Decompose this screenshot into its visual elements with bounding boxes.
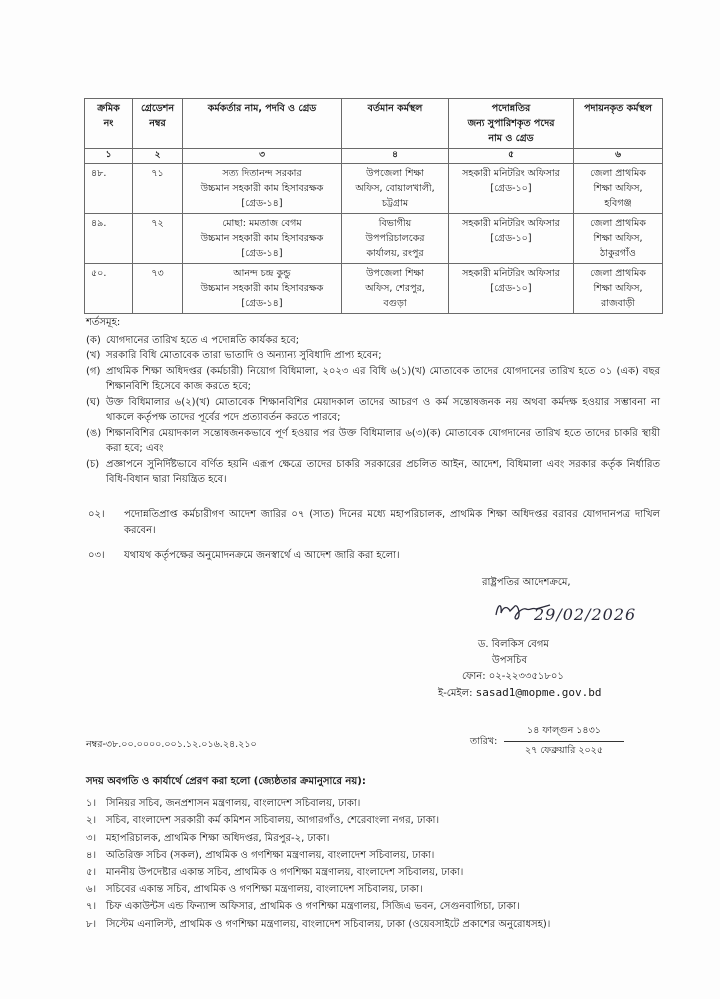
header-current-workplace: বর্তমান কর্মস্থল xyxy=(342,99,449,149)
header-name: কর্মকর্তার নাম, পদবি ও গ্রেড xyxy=(183,99,342,149)
condition-item: (চ) প্রজ্ঞাপনে সুনির্দিষ্টভাবে বর্ণিত হয়নি এরূপ ক্ষেত্রে তাদের চাকরি সরকারের প্রচলিত আইন, আদেশ, বিধিমালা এবং সরকার কর্তৃক নির্ধারিত বিধি-বিধান দ্বারা নিয়ন্ত্রিত হবে। xyxy=(86,458,660,485)
distribution-title: সদয় অবগতি ও কার্যার্থে প্রেরণ করা হলো (জ্যেষ্ঠতার ক্রমানুসারে নয়): xyxy=(86,776,366,787)
distribution-item: ৩। মহাপরিচালক, প্রাথমিক শিক্ষা অধিদপ্তর, মিরপুর-২, ঢাকা। xyxy=(86,832,330,844)
gradation-cell: ৭২ xyxy=(133,214,183,264)
distribution-list xyxy=(86,773,666,933)
header-serial: ক্রমিক নং xyxy=(85,99,133,149)
serial-cell: ৪৯. xyxy=(85,214,133,264)
officer-grade: [গ্রেড-১৪] xyxy=(241,198,283,209)
by-order-text: রাষ্ট্রপতির আদেশক্রমে, xyxy=(482,577,571,588)
paragraph-03: ০৩। যথাযথ কর্তৃপক্ষের অনুমোদনক্রমে জনস্বার্থে এ আদেশ জারি করা হলো। xyxy=(88,550,400,561)
promotion-table xyxy=(84,98,663,314)
officer-designation: উচ্চমান সহকারী কাম হিসাবরক্ষক xyxy=(200,283,324,294)
distribution-item: ৭। চিফ একাউন্টস এন্ড ফিন্যান্স অফিসার, প্রাথমিক ও গণশিক্ষা মন্ত্রণালয়, সিজিএ ভবন, সেগুনবাগিচা, ঢাকা। xyxy=(86,901,520,913)
officer-designation: উচ্চমান সহকারী কাম হিসাবরক্ষক xyxy=(200,183,324,194)
memo-date: তারিখ: ১৪ ফাল্গুন ১৪৩১ ২৭ ফেব্রুয়ারি ২০২৫ xyxy=(470,724,660,760)
table-row xyxy=(85,264,663,314)
header-gradation: গ্রেডেশন নম্বর xyxy=(133,99,183,149)
posted-workplace-cell: জেলা প্রাথমিক শিক্ষা অফিস, হবিগঞ্জ xyxy=(574,164,663,214)
signatory-name: ড. বিলকিস বেগম xyxy=(478,639,549,650)
current-workplace-cell: উপজেলা শিক্ষা অফিস, শেরপুর, বগুড়া xyxy=(342,264,449,314)
officer-name: সত্য দিতানন্দ সরকার xyxy=(222,168,302,179)
memo-number: নম্বর-৩৮.০০.০০০০.০০১.১২.০১৬.২৪.২১০ xyxy=(86,739,257,750)
name-cell xyxy=(183,214,342,264)
recommended-post-cell: সহকারী মনিটরিং অফিসার [গ্রেড-১০] xyxy=(449,264,574,314)
gradation-cell: ৭৩ xyxy=(133,264,183,314)
distribution-item: ৪। অতিরিক্ত সচিব (সকল), প্রাথমিক ও গণশিক্ষা মন্ত্রণালয়, বাংলাদেশ সচিবালয়, ঢাকা। xyxy=(86,849,435,861)
recommended-post-cell: সহকারী মনিটরিং অফিসার [গ্রেড-১০] xyxy=(449,164,574,214)
condition-item: (খ) সরকারি বিধি মোতাবেক তারা ভাতাদি ও অন্যান্য সুবিধাদি প্রাপ্য হবেন; xyxy=(86,350,382,361)
table-header-row xyxy=(85,99,663,149)
officer-grade: [গ্রেড-১৪] xyxy=(241,248,283,259)
officer-name: মোছা: মমতাজ বেগম xyxy=(222,218,302,229)
posted-workplace-cell: জেলা প্রাথমিক শিক্ষা অফিস, ঠাকুরগাঁও xyxy=(574,214,663,264)
condition-item: (ঙ) শিক্ষানবিশির মেয়াদকাল সন্তোষজনকভাবে পূর্ণ হওয়ার পর উক্ত বিধিমালার ৬(৩)(ক) মোতাবেক যোগদানের তারিখ হতে তাদের চাকরি স্থায়ী করা হবে; এবং xyxy=(86,427,660,454)
gradation-cell: ৭১ xyxy=(133,164,183,214)
signatory-email: ই-মেইল: sasad1@mopme.gov.bd xyxy=(438,686,602,699)
distribution-item: ৬। সচিবের একান্ত সচিব, প্রাথমিক ও গণশিক্ষা মন্ত্রণালয়, বাংলাদেশ সচিবালয়, ঢাকা। xyxy=(86,884,423,896)
column-number: ৬ xyxy=(574,149,663,164)
column-number: ২ xyxy=(133,149,183,164)
condition-item: (ঘ) উক্ত বিধিমালার ৬(২)(খ) মোতাবেক শিক্ষানবিশির মেয়াদকাল তাদের আচরণ ও কর্ম সন্তোষজনক নয় অথবা কর্মদক্ষ হওয়ার সম্ভাবনা না থাকলে কর্তৃপক্ষ তাদের পূর্বের পদে প্রত্যাবর্তন করতে পারবে; xyxy=(86,396,660,423)
current-workplace-cell: উপজেলা শিক্ষা অফিস, বোয়ালখালী, চট্টগ্রাম xyxy=(342,164,449,214)
current-workplace-cell: বিভাগীয় উপপরিচালকের কার্যালয়, রংপুর xyxy=(342,214,449,264)
handwritten-date: 29/02/2026 xyxy=(534,605,637,624)
officer-grade: [গ্রেড-১৪] xyxy=(241,298,283,309)
officer-name: আনন্দ চন্দ্র কুন্ডু xyxy=(233,268,291,279)
header-recommended-post: পদোন্নতির জন্য সুপারিশকৃত পদের নাম ও গ্রেড xyxy=(449,99,574,149)
email-link[interactable]: sasad1@mopme.gov.bd xyxy=(475,686,602,699)
column-number: ৩ xyxy=(183,149,342,164)
serial-cell: ৪৮. xyxy=(85,164,133,214)
serial-cell: ৫০. xyxy=(85,264,133,314)
name-cell xyxy=(183,164,342,214)
paragraph-02: ০২। পদোন্নতিপ্রাপ্ত কর্মচারীগণ আদেশ জারির ০৭ (সাত) দিনের মধ্যে মহাপরিচালক, প্রাথমিক শিক্ষা অধিদপ্তর বরাবর যোগদানপত্র দাখিল করবেন। xyxy=(88,509,660,536)
date-bangla: ১৪ ফাল্গুন ১৪৩১ xyxy=(504,724,624,742)
name-cell xyxy=(183,264,342,314)
recommended-post-cell: সহকারী মনিটরিং অফিসার [গ্রেড-১০] xyxy=(449,214,574,264)
conditions-title: শর্তসমূহ: xyxy=(86,317,121,328)
conditions-section xyxy=(86,315,660,488)
posted-workplace-cell: জেলা প্রাথমিক শিক্ষা অফিস, রাজবাড়ী xyxy=(574,264,663,314)
table-row xyxy=(85,214,663,264)
header-posted-workplace: পদায়নকৃত কর্মস্থল xyxy=(574,99,663,149)
condition-item: (গ) প্রাথমিক শিক্ষা অধিদপ্তর (কর্মচারী) নিয়োগ বিধিমালা, ২০২৩ এর বিধি ৬(১)(খ) মোতাবেক তাদের যোগদানের তারিখ হতে ০১ (এক) বছর শিক্ষানবিশি হিসেবে কাজ করতে হবে; xyxy=(86,365,660,392)
distribution-item: ৫। মাননীয় উপদেষ্টার একান্ত সচিব, প্রাথমিক ও গণশিক্ষা মন্ত্রণালয়, বাংলাদেশ সচিবালয়, ঢাকা। xyxy=(86,867,464,879)
distribution-item: ৮। সিস্টেম এনালিস্ট, প্রাথমিক ও গণশিক্ষা মন্ত্রণালয়, বাংলাদেশ সচিবালয়, ঢাকা (ওয়েবসাইটে প্রকাশের অনুরোধসহ)। xyxy=(86,918,551,930)
date-gregorian: ২৭ ফেব্রুয়ারি ২০২৫ xyxy=(524,745,604,756)
condition-item: (ক) যোগদানের তারিখ হতে এ পদোন্নতি কার্যকর হবে; xyxy=(86,334,300,346)
table-row xyxy=(85,164,663,214)
column-number: ৫ xyxy=(449,149,574,164)
officer-designation: উচ্চমান সহকারী কাম হিসাবরক্ষক xyxy=(200,233,324,244)
column-number: ৪ xyxy=(342,149,449,164)
signatory-phone: ফোন: ০২-২২৩৩৫১৮০১ xyxy=(462,671,564,682)
distribution-item: ১। সিনিয়র সচিব, জনপ্রশাসন মন্ত্রণালয়, বাংলাদেশ সচিবালয়, ঢাকা। xyxy=(86,798,361,810)
signatory-designation: উপসচিব xyxy=(492,655,528,666)
distribution-item: ২। সচিব, বাংলাদেশ সরকারী কর্ম কমিশন সচিবালয়, আগারগাঁও, শেরেবাংলা নগর, ঢাকা। xyxy=(86,815,440,827)
column-number: ১ xyxy=(85,149,133,164)
column-number-row xyxy=(85,149,663,164)
